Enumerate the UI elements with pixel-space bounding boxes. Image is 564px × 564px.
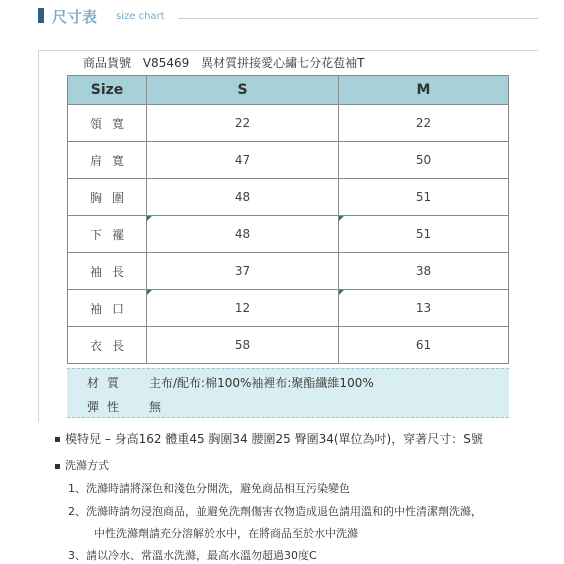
cell-marker-icon: [147, 290, 152, 295]
cell-s: 37: [147, 253, 339, 290]
cell-m: 22: [339, 105, 509, 142]
row-label: 衣長: [68, 327, 147, 364]
cell-marker-icon: [339, 290, 344, 295]
wash-line: 1、洗滌時請將深色和淺色分開洗，避免商品相互污染變色: [68, 482, 350, 495]
cell-s-value: 12: [234, 301, 251, 315]
row-label: 領寬: [68, 105, 147, 142]
product-code: V85469: [142, 56, 190, 70]
column-header-m: M: [339, 76, 509, 105]
cell-m: [339, 290, 509, 327]
table-row: [68, 327, 509, 364]
wash-line: 3、請以冷水、常溫水洗滌，最高水溫勿超過30度C: [68, 549, 317, 562]
cell-s: [147, 216, 339, 253]
elasticity-value: 無: [149, 400, 162, 414]
table-row: [68, 179, 509, 216]
elasticity-key: 彈性: [87, 400, 128, 414]
row-label: 肩寬: [68, 142, 147, 179]
cell-m-value: 13: [415, 301, 432, 315]
cell-m: [339, 216, 509, 253]
elasticity-row: [87, 398, 161, 415]
row-label: 袖長: [68, 253, 147, 290]
size-table: [67, 75, 509, 364]
header-title: 尺寸表: [52, 8, 98, 26]
product-name: 異材質拼接愛心繡七分花苞袖T: [201, 56, 365, 70]
model-note: [55, 430, 483, 447]
cell-marker-icon: [339, 216, 344, 221]
table-row: [68, 290, 509, 327]
product-info: [83, 54, 372, 71]
column-header-s: S: [147, 76, 339, 105]
cell-m: 61: [339, 327, 509, 364]
material-box: [67, 368, 509, 418]
table-row: [68, 105, 509, 142]
material-key: 材質: [87, 376, 128, 390]
cell-m: 51: [339, 179, 509, 216]
product-label: 商品貨號: [83, 56, 132, 70]
material-value: 主布/配布:棉100%袖裡布:聚酯纖維100%: [149, 376, 374, 390]
bullet-icon: [55, 437, 60, 442]
header-accent-bar: [38, 8, 44, 23]
cell-marker-icon: [147, 216, 152, 221]
section-header: [38, 6, 538, 28]
cell-s-value: 48: [234, 227, 251, 241]
row-label: 胸圍: [68, 179, 147, 216]
cell-s: 48: [147, 179, 339, 216]
header-divider: [178, 18, 538, 19]
model-note-text: 模特兒 – 身高162 體重45 胸圍34 腰圍25 臀圍34(單位為吋)，穿著尺寸：S號: [65, 432, 483, 446]
cell-m: 38: [339, 253, 509, 290]
material-row: [87, 374, 374, 391]
cell-s: [147, 290, 339, 327]
wash-line: 中性洗滌劑請充分溶解於水中，在將商品至於水中洗滌: [94, 527, 358, 540]
table-row: [68, 142, 509, 179]
bullet-icon: [55, 464, 60, 469]
table-row: [68, 253, 509, 290]
column-header-size: Size: [68, 76, 147, 105]
row-label: 袖口: [68, 290, 147, 327]
row-label: 下襬: [68, 216, 147, 253]
wash-title: [55, 457, 109, 473]
cell-s: 22: [147, 105, 339, 142]
table-row: [68, 216, 509, 253]
header-subtitle: size chart: [116, 11, 165, 22]
wash-line: 2、洗滌時請勿浸泡商品，並避免洗劑傷害衣物造成退色請用溫和的中性清潔劑洗滌，: [68, 505, 482, 518]
cell-m: 50: [339, 142, 509, 179]
cell-s: 47: [147, 142, 339, 179]
size-table-header: [68, 76, 509, 105]
cell-m-value: 51: [415, 227, 432, 241]
cell-s: 58: [147, 327, 339, 364]
wash-title-text: 洗滌方式: [65, 459, 109, 472]
